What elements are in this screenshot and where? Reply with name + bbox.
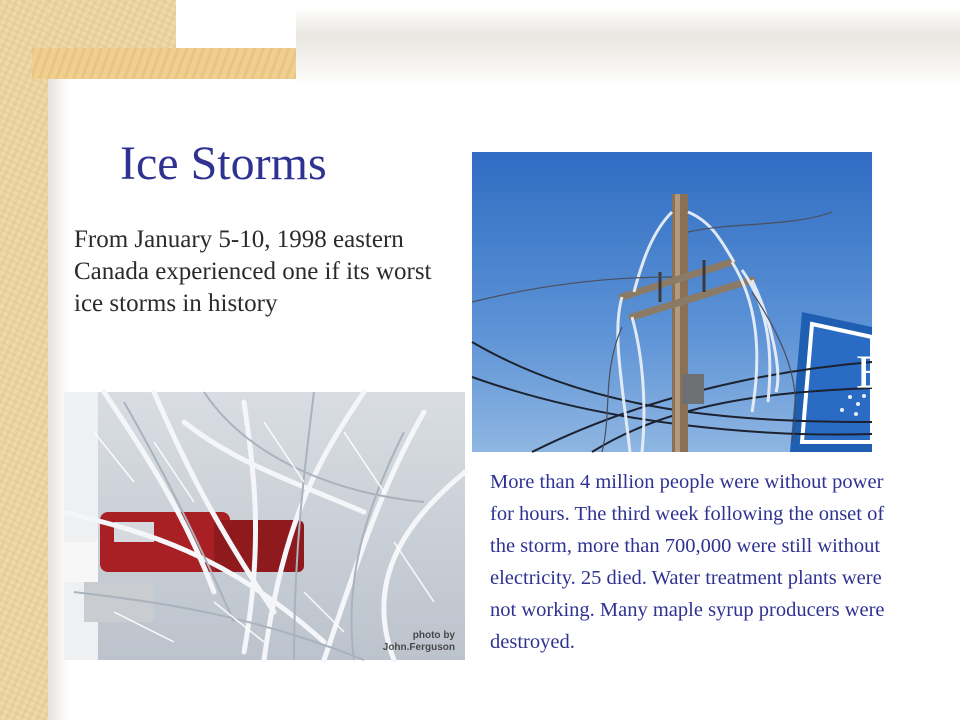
decorative-left-strip bbox=[0, 0, 48, 720]
photo-credit-text: photo by John.Ferguson bbox=[382, 630, 455, 653]
decorative-tan-bar bbox=[32, 48, 296, 79]
details-text: More than 4 million people were without power for hours. The third week following the onset of the storm, more than 700,000 were still without electricity. 25 died. Water treatment plants were not working. Many maple syrup producers were destroyed. bbox=[490, 471, 885, 653]
decorative-top-strip bbox=[48, 0, 176, 48]
slide-title: Ice Storms bbox=[120, 137, 327, 190]
decorative-top-shadow bbox=[296, 8, 960, 86]
utility-pole-photo bbox=[472, 152, 886, 452]
photo-credit bbox=[383, 630, 455, 654]
intro-text: From January 5-10, 1998 eastern Canada experienced one if its worst ice storms in history bbox=[74, 226, 432, 317]
ice-trees-illustration bbox=[64, 392, 465, 660]
sign-letter: E bbox=[856, 346, 886, 399]
utility-pole-illustration bbox=[472, 152, 872, 452]
ice-covered-trees-photo bbox=[64, 392, 465, 660]
